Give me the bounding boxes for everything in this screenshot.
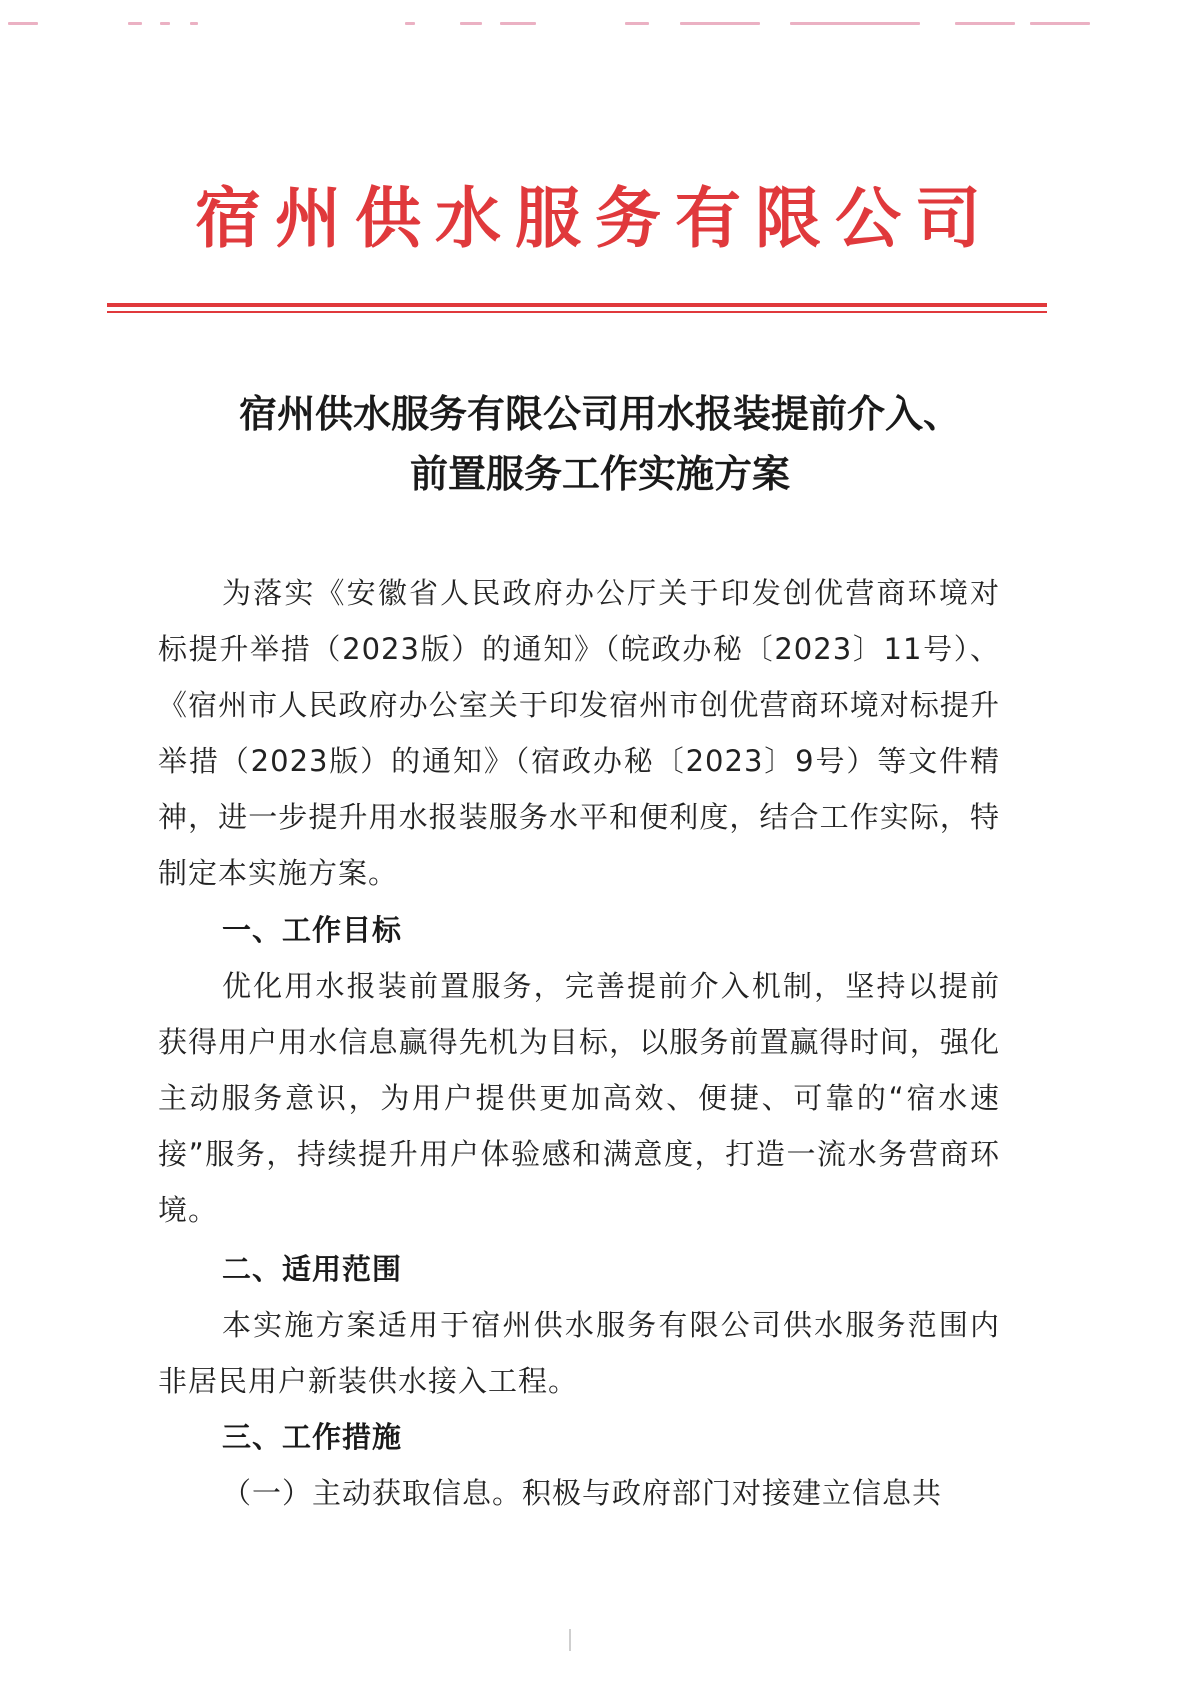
scan-mark: [190, 22, 198, 25]
section-heading-scope: 二、适用范围: [222, 1252, 403, 1286]
scan-mark: [1030, 22, 1090, 25]
scan-mark: [405, 22, 415, 25]
scan-mark: [625, 22, 649, 25]
section-body-measures: （一）主动获取信息。积极与政府部门对接建立信息共: [222, 1476, 943, 1510]
letterhead-rule-thick: [107, 303, 1047, 307]
section-heading-goal: 一、工作目标: [222, 913, 403, 947]
letterhead-rule-thin: [107, 311, 1047, 313]
scan-mark: [680, 22, 760, 25]
scan-mark: [128, 22, 142, 25]
intro-paragraph: 为落实《安徽省人民政府办公厅关于印发创优营商环境对标提升举措（2023版）的通知》（皖政办秘〔2023〕11号）、《宿州市人民政府办公室关于印发宿州市创优营商环境对标提升举措（2023版）的通知》（宿政办秘〔2023〕9号）等文件精神，进一步提升用水报装服务水平和便利度，结合工作实际，特制定本实施方案。: [158, 576, 1000, 890]
scan-mark: [8, 22, 38, 25]
scan-artifact-marks: [0, 18, 1190, 30]
scan-mark: [500, 22, 536, 25]
letterhead-company-name: 宿州供水服务有限公司: [195, 179, 995, 257]
section-body-goal: 优化用水报装前置服务，完善提前介入机制，坚持以提前获得用户用水信息赢得先机为目标，以服务前置赢得时间，强化主动服务意识，为用户提供更加高效、便捷、可靠的“宿水速接”服务，持续提升用户体验感和满意度，打造一流水务营商环境。: [158, 969, 1000, 1227]
scan-mark: [790, 22, 920, 25]
scan-mark: [955, 22, 1015, 25]
section-heading-measures: 三、工作措施: [222, 1420, 403, 1454]
document-title-line-1: 宿州供水服务有限公司用水报装提前介入、: [238, 391, 961, 436]
scan-mark: [460, 22, 482, 25]
scan-mark: [160, 22, 170, 25]
section-body-scope: 本实施方案适用于宿州供水服务有限公司供水服务范围内非居民用户新装供水接入工程。: [158, 1308, 1000, 1398]
page-fold-mark: [569, 1629, 571, 1651]
document-title-line-2: 前置服务工作实施方案: [409, 451, 790, 496]
